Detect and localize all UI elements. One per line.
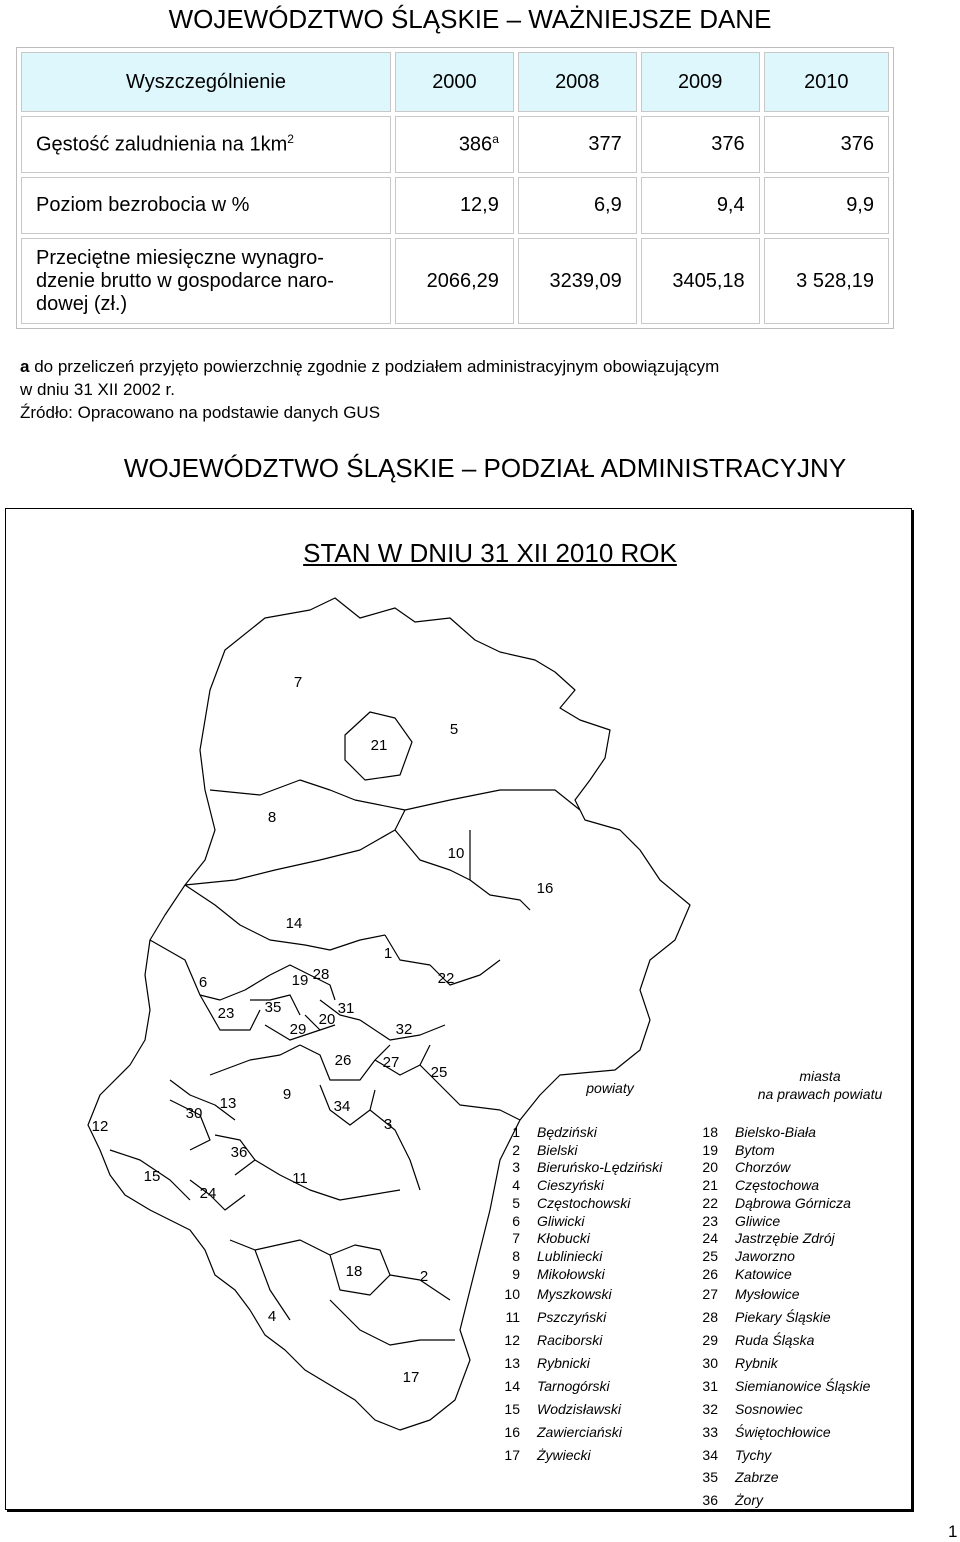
legend-number: 30 [702,1355,718,1371]
legend-miasta-title: miasta [799,1068,841,1084]
legend-name: Katowice [735,1266,792,1282]
map-label: 18 [345,1263,363,1280]
legend-name: Raciborski [537,1332,603,1348]
legend-name: Będziński [537,1124,597,1140]
map-label: 36 [230,1144,248,1161]
row-label-line: Przeciętne miesięczne wynagro- [36,246,324,269]
legend-number: 21 [702,1177,718,1193]
map-label: 23 [217,1005,235,1022]
legend-number: 20 [702,1159,718,1175]
header-cell: 2009 [641,52,760,112]
map-label: 21 [370,737,388,754]
map-label: 7 [293,674,303,691]
header-cell: Wyszczególnienie [21,52,391,112]
legend-number: 8 [512,1248,520,1264]
table-cell: 9,9 [764,177,889,234]
cell-value: 386 [458,133,493,156]
legend-number: 14 [504,1378,520,1394]
legend-name: Bielski [537,1142,578,1158]
footnote-marker: a [20,357,30,376]
map-label: 29 [289,1021,307,1038]
legend-number: 2 [512,1142,520,1158]
table-cell: 376 [641,116,760,173]
footnote-line2: w dniu 31 XII 2002 r. [20,380,175,399]
map-label: 25 [430,1064,448,1081]
legend-name: Mysłowice [735,1286,800,1302]
footnote-text: do przeliczeń przyjęto powierzchnię zgodnie z podziałem administracyjnym obowiązującym [29,357,720,376]
table-cell: 2066,29 [395,238,514,324]
legend-name: Pszczyński [537,1309,607,1325]
border-10 [395,830,530,910]
legend-number: 15 [504,1401,520,1417]
legend-number: 18 [702,1124,718,1140]
legend-number: 24 [702,1230,718,1246]
legend-name: Bielsko-Biała [735,1124,816,1140]
legend-name: Częstochowski [537,1195,631,1211]
legend-name: Bieruńsko-Lędziński [537,1159,663,1175]
legend-number: 25 [702,1248,718,1264]
legend-name: Cieszyński [537,1177,604,1193]
row-label-text: Gęstość zaludnienia na 1km [36,133,288,156]
legend-number: 31 [702,1378,718,1394]
legend-name: Ruda Śląska [735,1332,815,1348]
map-label: 19 [291,972,309,989]
legend-name: Gliwicki [537,1213,585,1229]
map-label: 8 [267,809,277,826]
border-5 [355,790,580,810]
legend-number: 23 [702,1213,718,1229]
border-6 [150,940,270,1000]
legend-name: Jastrzębie Zdrój [735,1230,835,1246]
legend-number: 12 [504,1332,520,1348]
border-11 [255,1160,400,1200]
legend-name: Częstochowa [735,1177,820,1193]
map-label: 9 [282,1086,292,1103]
table-cell: 376 [764,116,889,173]
map-label: 16 [536,880,554,897]
map-label: 27 [382,1054,400,1071]
legend-name: Jaworzno [735,1248,795,1264]
table-cell: 377 [518,116,637,173]
legend-name: Chorzów [735,1159,791,1175]
map-label: 5 [449,721,459,738]
legend-number: 7 [512,1230,520,1246]
map-subtitle: STAN W DNIU 31 XII 2010 ROK [303,538,677,568]
legend-name: Wodzisławski [537,1401,622,1417]
legend-powiaty-title: powiaty [586,1080,634,1096]
border-9 [210,1045,300,1075]
legend-name: Tarnogórski [537,1378,610,1394]
table-cell: 6,9 [518,177,637,234]
legend-name: Żory [735,1492,763,1508]
legend-name: Kłobucki [537,1230,590,1246]
map-label: 4 [267,1308,277,1325]
source-note: Źródło: Opracowano na podstawie danych GUS [20,403,381,422]
legend-number: 19 [702,1142,718,1158]
legend-name: Sosnowiec [735,1401,803,1417]
table-cell: 12,9 [395,177,514,234]
border-8 [185,810,405,885]
legend-number: 26 [702,1266,718,1282]
legend-name: Piekary Śląskie [735,1309,831,1325]
border-4 [230,1240,290,1320]
legend-number: 36 [702,1492,718,1508]
map-label: 11 [292,1170,308,1187]
map-label: 3 [383,1116,393,1133]
border-7 [210,780,355,800]
legend-name: Bytom [735,1142,775,1158]
row-label: Poziom bezrobocia w % [21,177,391,234]
legend-number: 3 [512,1159,520,1175]
legend-name: Rybnicki [537,1355,590,1371]
map-label: 15 [143,1168,161,1185]
map-label: 2 [419,1268,429,1285]
legend-name: Siemianowice Śląskie [735,1378,871,1394]
legend-name: Mikołowski [537,1266,605,1282]
map-label: 20 [318,1011,336,1028]
legend-number: 13 [504,1355,520,1371]
map-label: 31 [337,1000,355,1017]
legend-number: 16 [504,1424,520,1440]
border-3 [370,1110,420,1190]
row-label-line: dzenie brutto w gospodarce naro- [36,269,334,292]
map-label: 14 [285,915,303,932]
map-label: 35 [264,999,282,1016]
legend-name: Lubliniecki [537,1248,603,1264]
table-cell: 9,4 [641,177,760,234]
map-label: 17 [402,1369,420,1386]
map-label: 10 [447,845,465,862]
table-cell: 3405,18 [641,238,760,324]
section-title: WOJEWÓDZTWO ŚLĄSKIE – PODZIAŁ ADMINISTRACYJNY [123,453,847,483]
legend-name: Dąbrowa Górnicza [735,1195,851,1211]
page-title: WOJEWÓDZTWO ŚLĄSKIE – WAŻNIEJSZE DANE [168,4,772,34]
map-label: 1 [383,945,393,962]
legend-number: 22 [702,1195,718,1211]
legend-number: 1 [512,1124,520,1140]
legend-miasta-subtitle: na prawach powiatu [757,1086,883,1102]
legend-number: 6 [512,1213,520,1229]
map-label: 32 [395,1021,413,1038]
header-cell: 2000 [395,52,514,112]
legend-name: Świętochłowice [735,1424,831,1440]
table-cell: 3 528,19 [764,238,889,324]
legend-number: 32 [702,1401,718,1417]
legend-number: 4 [512,1177,520,1193]
legend-number: 5 [512,1195,520,1211]
legend-number: 29 [702,1332,718,1348]
map-label: 6 [198,974,208,991]
legend-name: Tychy [735,1447,772,1463]
map-label: 30 [185,1105,203,1122]
row-label-line: dowej (zł.) [36,292,128,315]
footnote-marker: a [492,132,499,147]
border-24 [190,1180,245,1210]
legend-number: 33 [702,1424,718,1440]
legend-number: 9 [512,1266,520,1282]
voivodeship-outline [88,598,690,1430]
legend-name: Zabrze [735,1469,779,1485]
legend-name: Gliwice [735,1213,781,1229]
map-label: 28 [312,966,330,983]
header-cell: 2010 [764,52,889,112]
map-label: 12 [91,1118,109,1135]
map-label: 24 [199,1185,217,1202]
superscript: 2 [287,132,294,147]
legend-number: 28 [702,1309,718,1325]
border-17 [330,1300,455,1345]
header-cell: 2008 [518,52,637,112]
legend-number: 34 [702,1447,718,1463]
legend-number: 35 [702,1469,718,1485]
legend-number: 17 [504,1447,520,1463]
legend-name: Myszkowski [537,1286,612,1302]
legend-name: Zawierciański [537,1424,622,1440]
map-label: 26 [334,1052,352,1069]
legend-number: 27 [702,1286,718,1302]
map-label: 34 [333,1098,351,1115]
map-label: 22 [437,970,455,987]
table-cell: 3239,09 [518,238,637,324]
legend-name: Rybnik [735,1355,778,1371]
legend-number: 11 [505,1309,520,1325]
legend-name: Żywiecki [537,1447,591,1463]
map-label: 13 [219,1095,237,1112]
legend-number: 10 [504,1286,520,1302]
page-number: 1 [948,1522,958,1541]
